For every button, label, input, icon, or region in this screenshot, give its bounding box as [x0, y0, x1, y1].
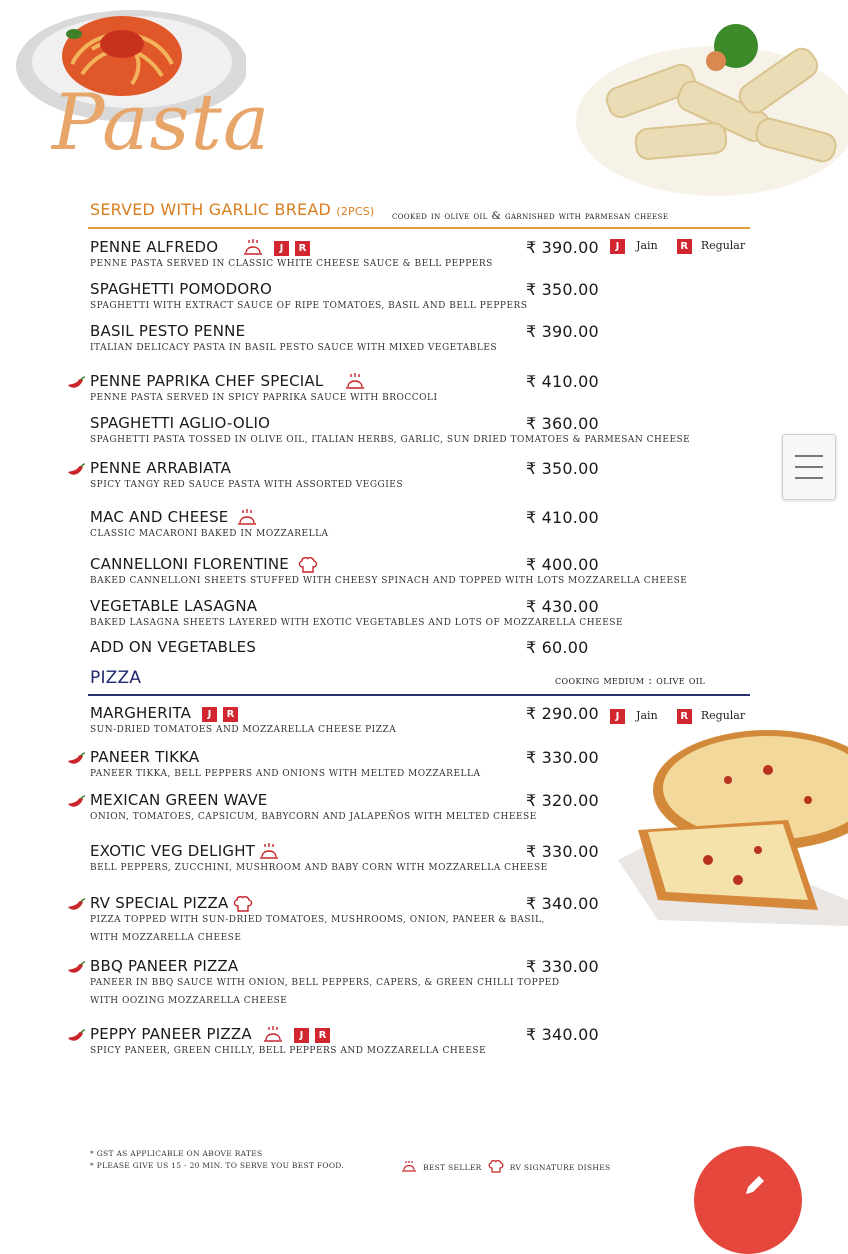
- pasta-item-name: SPAGHETTI POMODORO: [90, 280, 273, 298]
- jain-badge: J: [294, 1028, 309, 1043]
- pizza-item-icons: [232, 892, 264, 913]
- spicy-chili-icon: [66, 463, 86, 477]
- pasta-item-icons: [297, 553, 329, 574]
- regular-legend-label: Regular: [700, 239, 746, 252]
- pasta-item-price: ₹ 390.00: [526, 238, 599, 257]
- pasta-item-description: CLASSIC MACARONI BAKED IN MOZZARELLA: [90, 529, 329, 539]
- pasta-item-price: ₹ 410.00: [526, 372, 599, 391]
- pizza-item-icons: [202, 702, 244, 722]
- jain-badge: J: [610, 239, 625, 254]
- pizza-item-name: BBQ PANEER PIZZA: [90, 957, 239, 975]
- serve-time-note: * PLEASE GIVE US 15 - 20 MIN. TO SERVE YOU BEST FOOD.: [90, 1161, 345, 1170]
- pizza-item-price: ₹ 330.00: [526, 842, 599, 861]
- pizza-item-description-cont: WITH MOZZARELLA CHEESE: [90, 933, 242, 943]
- regular-badge: R: [315, 1028, 330, 1043]
- best-seller-icon: [258, 841, 280, 861]
- pizza-item-price: ₹ 330.00: [526, 957, 599, 976]
- spicy-chili-icon: [66, 961, 86, 975]
- pasta-item-icons: [344, 370, 376, 391]
- pizza-item-name: MARGHERITA: [90, 704, 192, 722]
- pizza-item-name: RV SPECIAL PIZZA: [90, 894, 229, 912]
- jain-legend-label: Jain: [636, 709, 658, 722]
- pizza-item-price: ₹ 290.00: [526, 704, 599, 723]
- pizza-cooking-note: cooking medium : olive oil: [555, 674, 706, 687]
- pizza-item-description-cont: WITH OOZING MOZZARELLA CHEESE: [90, 996, 288, 1006]
- pizza-slice-image: [618, 720, 848, 926]
- pencil-icon: [740, 1172, 768, 1200]
- jain-legend-label: Jain: [636, 239, 658, 252]
- regular-badge: R: [223, 707, 238, 722]
- pasta-item-name: PENNE ARRABIATA: [90, 459, 232, 477]
- spicy-chili-icon: [66, 376, 86, 390]
- penne-pasta-image: [566, 6, 848, 198]
- pasta-item-description: SPICY TANGY RED SAUCE PASTA WITH ASSORTED VEGGIES: [90, 480, 404, 490]
- pasta-heading-text: SERVED WITH GARLIC BREAD: [90, 200, 332, 219]
- pizza-item-description: SPICY PANEER, GREEN CHILLY, BELL PEPPERS AND MOZZARELLA CHEESE: [90, 1046, 487, 1056]
- regular-badge: R: [295, 241, 310, 256]
- pasta-item-name: PENNE PAPRIKA CHEF SPECIAL: [90, 372, 324, 390]
- spicy-chili-icon: [66, 795, 86, 809]
- pizza-item-icons: [262, 1023, 336, 1044]
- pasta-item-description: ITALIAN DELICACY PASTA IN BASIL PESTO SAUCE WITH MIXED VEGETABLES: [90, 343, 498, 353]
- pasta-item-icons: [236, 506, 268, 527]
- pizza-item-icons: [258, 840, 290, 861]
- pasta-item-price: ₹ 60.00: [526, 638, 589, 657]
- pizza-item-description: BELL PEPPERS, ZUCCHINI, MUSHROOM AND BABY CORN WITH MOZZARELLA CHEESE: [90, 863, 548, 873]
- gst-note: * GST AS APPLICABLE ON ABOVE RATES: [90, 1149, 263, 1158]
- best-seller-icon: [400, 1159, 418, 1173]
- pasta-item-description: PENNE PASTA SERVED IN CLASSIC WHITE CHEESE SAUCE & BELL PEPPERS: [90, 259, 493, 269]
- pasta-heading-suffix: (2PCS): [336, 205, 375, 218]
- pasta-section-heading: [90, 200, 374, 219]
- pizza-legend: [610, 704, 745, 724]
- pasta-item-description: SPAGHETTI WITH EXTRACT SAUCE OF RIPE TOMATOES, BASIL AND BELL PEPPERS: [90, 301, 528, 311]
- pasta-cooking-note: cooked in olive oil & garnished with parmesan cheese: [392, 210, 669, 222]
- pasta-legend: [610, 234, 745, 254]
- pasta-item-price: ₹ 360.00: [526, 414, 599, 433]
- pasta-item-price: ₹ 350.00: [526, 459, 599, 478]
- pasta-item-name: BASIL PESTO PENNE: [90, 322, 246, 340]
- pizza-item-description: ONION, TOMATOES, CAPSICUM, BABYCORN AND JALAPEÑOS WITH MELTED CHEESE: [90, 812, 537, 822]
- best-seller-icon: [242, 237, 264, 257]
- jain-badge: J: [274, 241, 289, 256]
- pizza-item-name: EXOTIC VEG DELIGHT: [90, 842, 256, 860]
- pasta-item-name: SPAGHETTI AGLIO-OLIO: [90, 414, 271, 432]
- spicy-chili-icon: [66, 752, 86, 766]
- pasta-item-description: SPAGHETTI PASTA TOSSED IN OLIVE OIL, ITALIAN HERBS, GARLIC, SUN DRIED TOMATOES & PARMESAN CHEESE: [90, 435, 691, 445]
- jain-badge: J: [202, 707, 217, 722]
- pizza-item-price: ₹ 340.00: [526, 1025, 599, 1044]
- pasta-item-price: ₹ 400.00: [526, 555, 599, 574]
- regular-legend-label: Regular: [700, 709, 746, 722]
- chef-hat-icon: [487, 1158, 505, 1174]
- chef-hat-icon: [232, 893, 254, 913]
- chef-hat-icon: [297, 554, 319, 574]
- pasta-item-description: PENNE PASTA SERVED IN SPICY PAPRIKA SAUCE WITH BROCCOLI: [90, 393, 438, 403]
- pasta-item-icons: [242, 236, 316, 257]
- page-title: Pasta: [52, 78, 271, 168]
- pizza-item-name: PANEER TIKKA: [90, 748, 200, 766]
- pasta-item-name: ADD ON VEGETABLES: [90, 638, 257, 656]
- pasta-item-name: PENNE ALFREDO: [90, 238, 219, 256]
- pizza-item-price: ₹ 340.00: [526, 894, 599, 913]
- menu-button[interactable]: [782, 434, 836, 500]
- best-seller-icon: [262, 1024, 284, 1044]
- pasta-item-price: ₹ 430.00: [526, 597, 599, 616]
- spicy-chili-icon: [66, 898, 86, 912]
- pizza-item-price: ₹ 330.00: [526, 748, 599, 767]
- pasta-item-name: CANNELLONI FLORENTINE: [90, 555, 289, 573]
- pasta-item-price: ₹ 410.00: [526, 508, 599, 527]
- pizza-item-name: PEPPY PANEER PIZZA: [90, 1025, 252, 1043]
- best-seller-label: BEST SELLER: [423, 1163, 482, 1172]
- pasta-item-name: VEGETABLE LASAGNA: [90, 597, 258, 615]
- edit-fab-button[interactable]: [694, 1146, 802, 1254]
- pizza-item-description: SUN-DRIED TOMATOES AND MOZZARELLA CHEESE PIZZA: [90, 725, 397, 735]
- pasta-item-description: BAKED LASAGNA SHEETS LAYERED WITH EXOTIC VEGETABLES AND LOTS OF MOZZARELLA CHEESE: [90, 618, 624, 628]
- jain-badge: J: [610, 709, 625, 724]
- pizza-item-name: MEXICAN GREEN WAVE: [90, 791, 268, 809]
- pizza-item-description: PIZZA TOPPED WITH SUN-DRIED TOMATOES, MUSHROOMS, ONION, PANEER & BASIL,: [90, 915, 545, 925]
- footer-legend: [400, 1155, 610, 1174]
- pasta-item-price: ₹ 390.00: [526, 322, 599, 341]
- pasta-item-price: ₹ 350.00: [526, 280, 599, 299]
- regular-badge: R: [677, 239, 692, 254]
- pizza-item-description: PANEER TIKKA, BELL PEPPERS AND ONIONS WITH MELTED MOZZARELLA: [90, 769, 481, 779]
- pizza-divider: [88, 694, 750, 696]
- best-seller-icon: [236, 507, 258, 527]
- pasta-item-description: BAKED CANNELLONI SHEETS STUFFED WITH CHEESY SPINACH AND TOPPED WITH LOTS MOZZARELLA CHEESE: [90, 576, 688, 586]
- pasta-item-name: MAC AND CHEESE: [90, 508, 229, 526]
- signature-dishes-label: RV SIGNATURE DISHES: [509, 1163, 611, 1172]
- best-seller-icon: [344, 371, 366, 391]
- pizza-item-price: ₹ 320.00: [526, 791, 599, 810]
- pasta-divider: [88, 227, 750, 229]
- pizza-item-description: PANEER IN BBQ SAUCE WITH ONION, BELL PEPPERS, CAPERS, & GREEN CHILLI TOPPED: [90, 978, 560, 988]
- regular-badge: R: [677, 709, 692, 724]
- pizza-section-heading: PIZZA: [90, 668, 142, 688]
- spicy-chili-icon: [66, 1029, 86, 1043]
